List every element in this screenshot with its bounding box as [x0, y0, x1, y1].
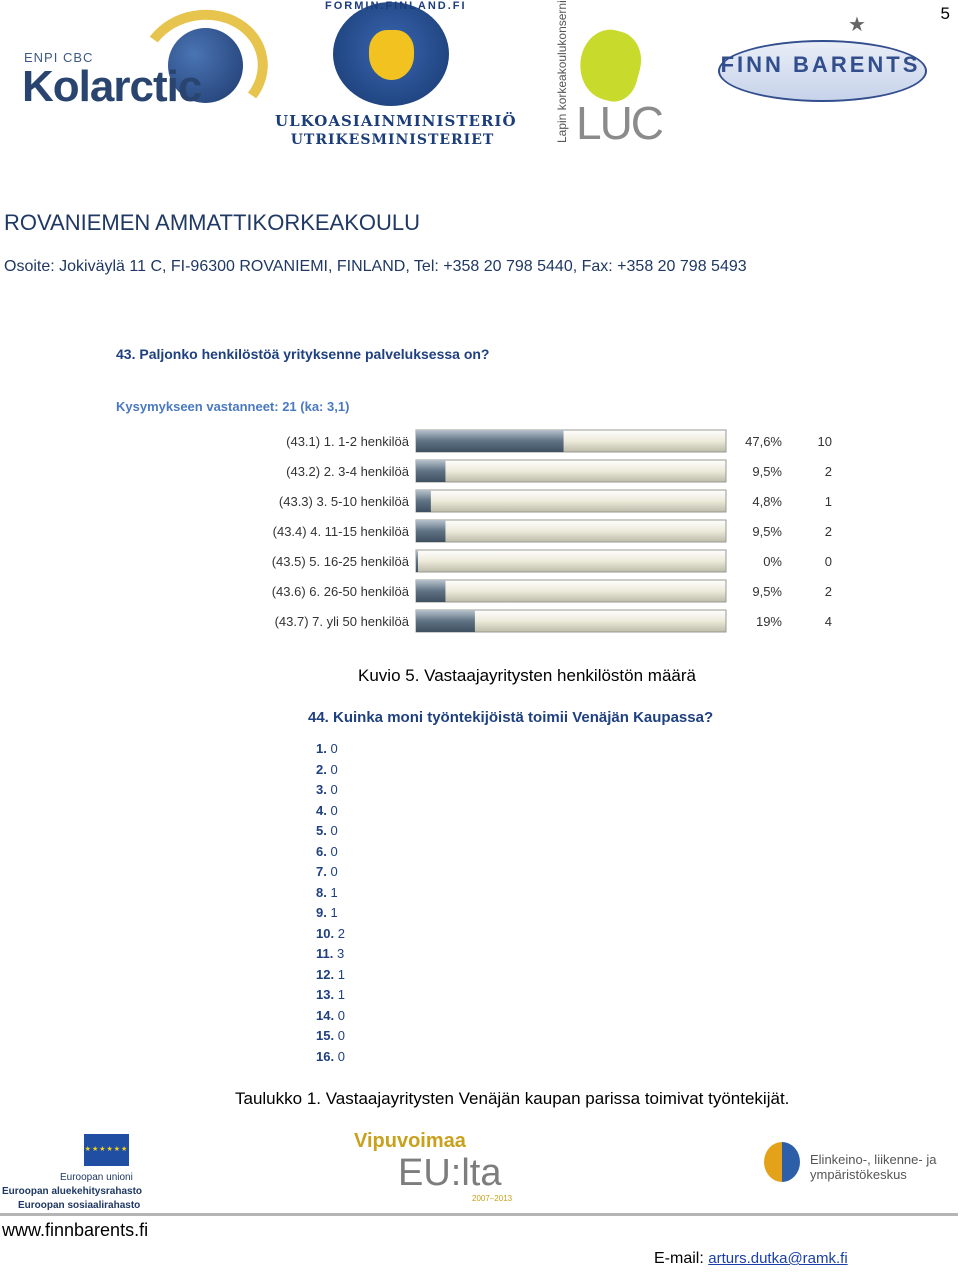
list-item — [316, 781, 345, 802]
question-44-list — [316, 740, 345, 1068]
bar-count-label: 4 — [824, 614, 832, 629]
figure-caption: Kuvio 5. Vastaajayritysten henkilöstön määrä — [358, 666, 696, 685]
formin-line2: UTRIKESMINISTERIET — [290, 132, 495, 148]
vipuvoimaa-logo — [354, 1130, 524, 1210]
bar-count-label: 2 — [824, 464, 832, 479]
list-item — [316, 863, 345, 884]
address-line: Osoite: Jokiväylä 11 C, FI-96300 ROVANIEMI, FINLAND, Tel: +358 20 798 5440, Fax: +358 20 798 5493 — [4, 258, 747, 275]
list-item-value: 1 — [330, 884, 338, 900]
list-item-value: 0 — [330, 741, 338, 756]
list-item — [316, 740, 345, 761]
list-item — [316, 986, 345, 1007]
bar-percent-label: 19% — [755, 614, 782, 629]
bar-track — [416, 460, 726, 482]
bar-percent-label: 9,5% — [752, 524, 782, 539]
list-item-value: 0 — [330, 761, 338, 777]
bar — [416, 460, 445, 482]
list-item — [316, 945, 345, 966]
formin-line1: ULKOASIAINMINISTERIÖ — [275, 112, 517, 130]
bar — [416, 520, 445, 542]
luc-text: LUC — [576, 97, 663, 149]
star-icon: ★ — [848, 14, 866, 36]
website-url: www.finnbarents.fi — [2, 1220, 149, 1240]
formin-url-text: FORMIN.FINLAND.FI — [325, 0, 467, 12]
question-44-title: 44. Kuinka moni työntekijöistä toimii Venäjän Kaupassa? — [308, 709, 714, 726]
list-item — [316, 1048, 345, 1069]
list-item-value: 2 — [337, 925, 345, 941]
list-item — [316, 966, 345, 987]
list-item-value: 1 — [330, 905, 338, 920]
list-item-number: 2. — [316, 761, 331, 777]
bar — [416, 580, 445, 602]
bar-category-label: (43.1) 1. 1-2 henkilöä — [286, 434, 409, 449]
list-item — [316, 822, 345, 843]
list-item-number: 14. — [316, 1007, 338, 1023]
list-item-number: 8. — [316, 884, 331, 900]
kolarctic-logo — [18, 10, 253, 120]
list-item-number: 10. — [316, 925, 338, 941]
formin-logo — [275, 0, 517, 150]
bar-count-label: 10 — [817, 434, 832, 449]
ely-logo-icon — [764, 1142, 800, 1182]
list-item-number: 12. — [316, 966, 338, 982]
question-43-chart — [240, 425, 860, 640]
list-item-number: 5. — [316, 823, 331, 838]
bar-track — [416, 550, 726, 572]
list-item-value: 1 — [337, 966, 345, 982]
bar-count-label: 1 — [824, 494, 832, 509]
organization-name: ROVANIEMEN AMMATTIKORKEAKOULU — [4, 210, 421, 235]
bar-percent-label: 47,6% — [745, 434, 782, 449]
list-item — [316, 904, 345, 925]
kolarctic-small-text: ENPI CBC — [24, 50, 94, 65]
list-item-number: 15. — [316, 1028, 338, 1043]
ely-line1: Elinkeino-, liikenne- ja — [810, 1152, 937, 1167]
bar-count-label: 2 — [824, 584, 832, 599]
list-item-number: 3. — [316, 782, 331, 797]
bar-category-label: (43.2) 2. 3-4 henkilöä — [286, 464, 409, 479]
list-item — [316, 884, 345, 905]
bar — [416, 430, 564, 452]
list-item-number: 11. — [316, 946, 337, 961]
bar-category-label: (43.4) 4. 11-15 henkilöä — [272, 524, 409, 539]
bar-category-label: (43.7) 7. yli 50 henkilöä — [274, 614, 409, 629]
luc-vertical-text: Lapin korkeakoulukonserni — [555, 0, 569, 143]
bar-count-label: 2 — [824, 524, 832, 539]
list-item — [316, 1007, 345, 1028]
list-item-value: 0 — [330, 802, 338, 818]
luc-leaf-icon — [572, 23, 648, 106]
list-item-value: 0 — [337, 1007, 345, 1023]
list-item — [316, 925, 345, 946]
vipuvoimaa-text: Vipuvoimaa — [354, 1130, 466, 1152]
list-item-value: 0 — [337, 1028, 345, 1043]
bar — [416, 490, 431, 512]
bar-category-label: (43.5) 5. 16-25 henkilöä — [271, 554, 409, 569]
bar-track — [416, 580, 726, 602]
kolarctic-text: Kolarctic — [22, 62, 202, 111]
bar — [416, 550, 418, 572]
list-item-value: 0 — [330, 843, 338, 859]
list-item-number: 4. — [316, 802, 331, 818]
list-item-number: 6. — [316, 843, 331, 859]
eu-line3: Euroopan sosiaalirahasto — [18, 1200, 141, 1211]
eulta-years: 2007–2013 — [472, 1194, 513, 1203]
ely-line2: ympäristökeskus — [810, 1167, 907, 1182]
bar-category-label: (43.6) 6. 26-50 henkilöä — [271, 584, 409, 599]
list-item-number: 1. — [316, 741, 331, 756]
list-item — [316, 1027, 345, 1048]
finnbarents-text: FINN BARENTS — [720, 52, 921, 77]
email-link[interactable]: arturs.dutka@ramk.fi — [708, 1250, 848, 1267]
eu-line2: Euroopan aluekehitysrahasto — [2, 1186, 143, 1197]
eu-line1: Euroopan unioni — [60, 1172, 133, 1183]
list-item-number: 16. — [316, 1048, 338, 1064]
bar-percent-label: 9,5% — [752, 464, 782, 479]
list-item-value: 0 — [330, 823, 338, 838]
list-item — [316, 802, 345, 823]
finnbarents-logo — [718, 12, 923, 102]
bar-count-label: 0 — [824, 554, 832, 569]
list-item-value: 0 — [330, 864, 338, 879]
eu-flag-icon: ★★★★★★ — [84, 1134, 129, 1166]
list-item-value: 0 — [337, 1048, 345, 1064]
list-item-number: 13. — [316, 987, 338, 1002]
luc-logo — [550, 0, 665, 150]
eulta-text: EU:lta — [398, 1152, 502, 1194]
list-item-number: 9. — [316, 905, 331, 920]
list-item-value: 1 — [337, 987, 345, 1002]
bar — [416, 610, 475, 632]
list-item-value: 3 — [336, 946, 345, 961]
bar-track — [416, 520, 726, 542]
list-item — [316, 843, 345, 864]
list-item-value: 0 — [330, 782, 338, 797]
email-line — [654, 1250, 848, 1268]
question-43-title: 43. Paljonko henkilöstöä yrityksenne palveluksessa on? — [116, 346, 490, 362]
lion-icon — [369, 30, 414, 80]
table-caption: Taulukko 1. Vastaajayritysten Venäjän kaupan parissa toimivat työntekijät. — [235, 1089, 790, 1108]
bar-percent-label: 4,8% — [752, 494, 782, 509]
page-number: 5 — [940, 4, 950, 23]
list-item — [316, 761, 345, 782]
bar-percent-label: 0% — [763, 554, 782, 569]
question-43-respondents: Kysymykseen vastanneet: 21 (ka: 3,1) — [116, 399, 350, 414]
bar-track — [416, 490, 726, 512]
bar-category-label: (43.3) 3. 5-10 henkilöä — [278, 494, 409, 509]
bar-percent-label: 9,5% — [752, 584, 782, 599]
list-item-number: 7. — [316, 864, 331, 879]
footer-divider — [0, 1213, 958, 1216]
email-label: E-mail: — [654, 1250, 704, 1267]
